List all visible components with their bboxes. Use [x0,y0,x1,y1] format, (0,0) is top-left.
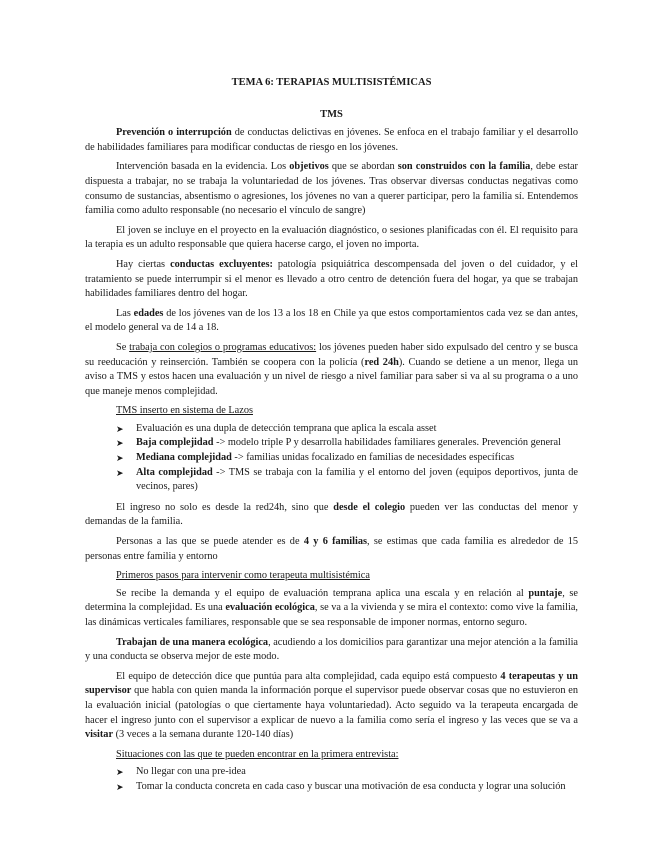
paragraph-prevention: Prevención o interrupción de conductas delictivas en jóvenes. Se enfoca en el trabajo familiar y el desarrollo de habilidades familiares para modificar conductas de riesgo en los jóvenes. [85,127,578,153]
arrow-bullet-icon: ➤ [116,453,124,464]
arrow-bullet-icon: ➤ [116,781,124,792]
paragraph-ecological: Trabajan de una manera ecológica, acudiendo a los domicilios para garantizar una mejor atención a la familia y una conducta se observa mejor de este modo. [85,636,578,663]
arrow-bullet-icon: ➤ [116,767,124,778]
list-item: ➤ Tomar la conducta concreta en cada caso y buscar una motivación de esa conducta y lograr una solución [116,780,578,795]
paragraph-demand: Se recibe la demanda y el equipo de evaluación temprana aplica una escala y en relación al puntaje, se determina la complejidad. Es una evaluación ecológica, se va a la vivienda y se mira el contexto: como vive la familia, las dinámicas verticales familiares, responsable que se sea responsable de imponer normas, entorno seguro. [85,587,578,628]
list-lazos [85,422,578,495]
list-item: ➤ No llegar con una pre-idea [116,765,578,780]
subheading-situations: Situaciones con las que te pueden encontrar en la primera entrevista: [116,748,399,760]
list-item: ➤ Evaluación es una dupla de detección temprana que aplica la escala asset [116,422,578,437]
paragraph-families: Personas a las que se puede atender es de 4 y 6 familias, se estimas que cada familia es alrededor de 15 personas entre familia y entorno [85,536,579,562]
subheading-first-steps: Primeros pasos para intervenir como terapeuta multisistémica [116,570,370,582]
arrow-bullet-icon: ➤ [116,423,124,434]
paragraph-evidence: Intervención basada en la evidencia. Los objetivos que se abordan son construidos con la familia, debe estar dispuesta a trabajar, no se trabaja la voluntariedad de los jóvenes. Tras observar diversas conductas negativas como consumo de sustancias, absentismo o agresiones, los jóvenes no van a querer participar, pero la familia sí. Entendemos familia como adulto responsable (no necesario el vínculo de sangre) [85,161,578,217]
list-item: ➤ Baja complejidad -> modelo triple P y desarrolla habilidades familiares generales. Prevención general [116,436,578,451]
list-situations [85,765,578,794]
section-title: TMS [320,108,343,120]
arrow-bullet-icon: ➤ [116,467,124,478]
subheading-lazos: TMS inserto en sistema de Lazos [116,405,253,417]
paragraph-exclusions: Hay ciertas conductas excluyentes: patología psiquiátrica descompensada del joven o del cuidador, y el tratamiento se puede interrumpir si el menor es llevado a otro centro de detención fuera del hogar, ya que se trabajan habilidades familiares dentro del hogar. [85,258,578,300]
list-item: ➤ Alta complejidad -> TMS se trabaja con la familia y el entorno del joven (equipos deportivos, junta de vecinos, pares) [116,466,578,493]
paragraph-team: El equipo de detección dice que puntúa para alta complejidad, cada equipo está compuesto 4 terapeutas y un supervisor que habla con quien manda la información porque el supervisor puede observar cosas que no estuvieron en la evaluación inicial (patologías o que ciertamente haya voluntariedad). Acto seguido va la terapeuta encargada de hacer el ingreso junto con el supervisor a explicar de nuevo a la familia como sería el ingreso y las veces que se va a visitar (3 veces a la semana durante 120-140 días) [85,670,578,741]
arrow-bullet-icon: ➤ [116,438,124,449]
paragraph-schools: Se trabaja con colegios o programas educativos: los jóvenes pueden haber sido expulsado del centro y se busca su reeducación y reinserción. También se coopera con la policía (red 24h). Cuando se detiene a un menor, llega un aviso a TMS y estos hacen una evaluación y un nivel de riesgo a nivel familiar para saber si va al su programa o a uno que maneje menos complejidad. [85,341,579,397]
list-item: ➤ Mediana complejidad -> familias unidas focalizado en familias de necesidades específicas [116,451,578,466]
paragraph-intake: El ingreso no solo es desde la red24h, sino que desde el colegio pueden ver las conductas del menor y demandas de la familia. [85,501,578,528]
document-title: TEMA 6: TERAPIAS MULTISISTÉMICAS [231,77,432,88]
paragraph-joven: El joven se incluye en el proyecto en la evaluación diagnóstico, o sesiones planificadas con él. El requisito para la terapia es un adulto responsable que quiera hacerse cargo, el joven no importa. [85,224,578,251]
paragraph-ages: Las edades de los jóvenes van de los 13 a los 18 en Chile ya que estos comportamientos cada vez se dan antes, el modelo general va de 14 a 18. [85,307,578,334]
